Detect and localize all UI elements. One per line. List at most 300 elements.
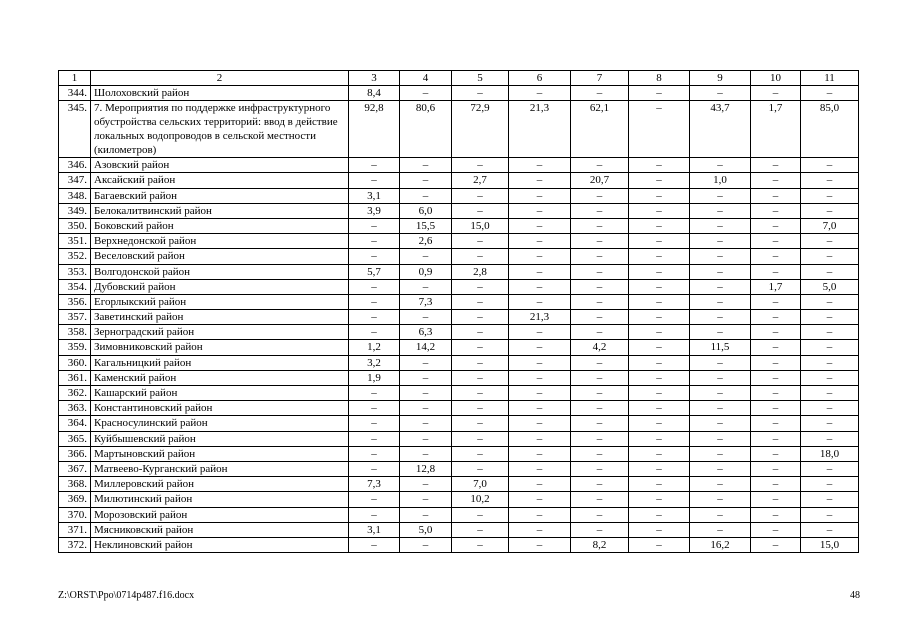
table-row xyxy=(59,522,859,537)
value-cell: 11,5 xyxy=(690,340,751,355)
value-cell: – xyxy=(571,86,629,101)
value-cell: – xyxy=(571,203,629,218)
value-cell: – xyxy=(400,370,452,385)
value-cell: – xyxy=(571,218,629,233)
row-number: 350. xyxy=(59,218,91,233)
value-cell: – xyxy=(349,416,400,431)
column-header: 1 xyxy=(59,71,91,86)
value-cell: – xyxy=(452,294,509,309)
row-number: 357. xyxy=(59,310,91,325)
value-cell: – xyxy=(629,537,690,552)
value-cell: – xyxy=(690,310,751,325)
value-cell: – xyxy=(400,416,452,431)
table-row xyxy=(59,264,859,279)
value-cell: – xyxy=(452,401,509,416)
value-cell: – xyxy=(509,234,571,249)
value-cell: – xyxy=(509,325,571,340)
value-cell: – xyxy=(801,325,859,340)
value-cell: – xyxy=(690,355,751,370)
value-cell: – xyxy=(690,203,751,218)
value-cell: – xyxy=(629,158,690,173)
value-cell: – xyxy=(400,507,452,522)
value-cell: – xyxy=(400,279,452,294)
value-cell: – xyxy=(801,370,859,385)
row-number: 369. xyxy=(59,492,91,507)
value-cell: – xyxy=(751,203,801,218)
value-cell: – xyxy=(690,264,751,279)
value-cell: 2,6 xyxy=(400,234,452,249)
value-cell: – xyxy=(349,310,400,325)
value-cell: – xyxy=(690,370,751,385)
value-cell: – xyxy=(400,401,452,416)
value-cell: – xyxy=(349,294,400,309)
value-cell: – xyxy=(571,279,629,294)
value-cell: – xyxy=(452,416,509,431)
value-cell: – xyxy=(571,294,629,309)
value-cell: 5,7 xyxy=(349,264,400,279)
value-cell: – xyxy=(690,461,751,476)
value-cell: – xyxy=(690,386,751,401)
value-cell: – xyxy=(400,86,452,101)
value-cell: – xyxy=(571,370,629,385)
district-name: Красносулинский район xyxy=(91,416,349,431)
column-header: 2 xyxy=(91,71,349,86)
value-cell: – xyxy=(509,522,571,537)
value-cell: – xyxy=(751,446,801,461)
value-cell: 21,3 xyxy=(509,101,571,158)
district-name: Зимовниковский район xyxy=(91,340,349,355)
value-cell: – xyxy=(571,401,629,416)
value-cell: – xyxy=(751,310,801,325)
row-number: 371. xyxy=(59,522,91,537)
value-cell: – xyxy=(629,461,690,476)
table-row xyxy=(59,386,859,401)
value-cell: – xyxy=(751,431,801,446)
value-cell: 8,2 xyxy=(571,537,629,552)
value-cell: – xyxy=(801,401,859,416)
value-cell: – xyxy=(751,386,801,401)
value-cell: – xyxy=(690,477,751,492)
district-name: Неклиновский район xyxy=(91,537,349,552)
value-cell: – xyxy=(629,446,690,461)
value-cell: – xyxy=(751,325,801,340)
value-cell: – xyxy=(509,294,571,309)
statistics-table xyxy=(58,70,859,553)
value-cell: – xyxy=(801,416,859,431)
table-header-row xyxy=(59,71,859,86)
value-cell: – xyxy=(349,249,400,264)
value-cell: 21,3 xyxy=(509,310,571,325)
row-number: 354. xyxy=(59,279,91,294)
value-cell: – xyxy=(400,310,452,325)
value-cell: – xyxy=(751,340,801,355)
value-cell: – xyxy=(509,477,571,492)
value-cell: 15,0 xyxy=(801,537,859,552)
table-row xyxy=(59,431,859,446)
value-cell: – xyxy=(690,401,751,416)
value-cell: – xyxy=(452,446,509,461)
value-cell: – xyxy=(509,218,571,233)
value-cell: – xyxy=(751,234,801,249)
district-name: Морозовский район xyxy=(91,507,349,522)
value-cell: – xyxy=(571,507,629,522)
value-cell: – xyxy=(690,522,751,537)
value-cell: 15,0 xyxy=(452,218,509,233)
row-number: 351. xyxy=(59,234,91,249)
value-cell: – xyxy=(751,522,801,537)
value-cell: – xyxy=(751,218,801,233)
value-cell: – xyxy=(751,249,801,264)
value-cell: – xyxy=(349,401,400,416)
value-cell: – xyxy=(629,173,690,188)
value-cell: – xyxy=(452,522,509,537)
value-cell: – xyxy=(400,355,452,370)
value-cell: – xyxy=(629,101,690,158)
row-number: 362. xyxy=(59,386,91,401)
district-name: Матвеево-Курганский район xyxy=(91,461,349,476)
row-number: 358. xyxy=(59,325,91,340)
table-row xyxy=(59,537,859,552)
value-cell: – xyxy=(571,158,629,173)
value-cell: – xyxy=(629,431,690,446)
value-cell: 2,7 xyxy=(452,173,509,188)
table-row xyxy=(59,416,859,431)
value-cell: – xyxy=(751,461,801,476)
table-row xyxy=(59,188,859,203)
row-number: 353. xyxy=(59,264,91,279)
district-name: Багаевский район xyxy=(91,188,349,203)
value-cell: 7,3 xyxy=(349,477,400,492)
value-cell: – xyxy=(801,355,859,370)
value-cell: – xyxy=(690,416,751,431)
value-cell: – xyxy=(400,158,452,173)
column-header: 11 xyxy=(801,71,859,86)
value-cell: – xyxy=(690,188,751,203)
value-cell: – xyxy=(690,431,751,446)
value-cell: – xyxy=(349,218,400,233)
value-cell: – xyxy=(629,264,690,279)
value-cell: – xyxy=(452,310,509,325)
value-cell: – xyxy=(400,431,452,446)
value-cell: – xyxy=(690,507,751,522)
value-cell: – xyxy=(452,386,509,401)
district-name: Веселовский район xyxy=(91,249,349,264)
value-cell: – xyxy=(571,249,629,264)
value-cell: – xyxy=(690,325,751,340)
value-cell: – xyxy=(452,370,509,385)
table-row xyxy=(59,492,859,507)
value-cell: – xyxy=(509,492,571,507)
value-cell: – xyxy=(571,310,629,325)
value-cell: – xyxy=(509,340,571,355)
value-cell: – xyxy=(571,234,629,249)
table-row xyxy=(59,86,859,101)
row-number: 345. xyxy=(59,101,91,158)
value-cell: – xyxy=(801,386,859,401)
value-cell: – xyxy=(751,477,801,492)
value-cell: 18,0 xyxy=(801,446,859,461)
value-cell: 1,9 xyxy=(349,370,400,385)
table-row xyxy=(59,249,859,264)
value-cell: – xyxy=(571,492,629,507)
district-name: Мартыновский район xyxy=(91,446,349,461)
value-cell: – xyxy=(400,188,452,203)
value-cell: – xyxy=(571,416,629,431)
value-cell: – xyxy=(690,234,751,249)
value-cell: – xyxy=(509,507,571,522)
value-cell: – xyxy=(400,249,452,264)
value-cell: 7,3 xyxy=(400,294,452,309)
table-row xyxy=(59,173,859,188)
value-cell: 5,0 xyxy=(400,522,452,537)
value-cell: – xyxy=(751,492,801,507)
row-number: 352. xyxy=(59,249,91,264)
column-header: 6 xyxy=(509,71,571,86)
value-cell: 0,9 xyxy=(400,264,452,279)
value-cell: – xyxy=(801,507,859,522)
district-name: 7. Мероприятия по поддержке инфраструктурного обустройства сельских территорий: ввод в действие локальных водопроводов в сельской местности (километров) xyxy=(91,101,349,158)
value-cell: – xyxy=(509,431,571,446)
value-cell: 10,2 xyxy=(452,492,509,507)
row-number: 370. xyxy=(59,507,91,522)
value-cell: – xyxy=(571,325,629,340)
row-number: 364. xyxy=(59,416,91,431)
value-cell: 6,3 xyxy=(400,325,452,340)
table-row xyxy=(59,279,859,294)
value-cell: – xyxy=(801,249,859,264)
value-cell: 72,9 xyxy=(452,101,509,158)
row-number: 368. xyxy=(59,477,91,492)
column-header: 8 xyxy=(629,71,690,86)
value-cell: – xyxy=(751,416,801,431)
column-header: 3 xyxy=(349,71,400,86)
value-cell: – xyxy=(629,234,690,249)
value-cell: 1,0 xyxy=(690,173,751,188)
value-cell: 80,6 xyxy=(400,101,452,158)
value-cell: – xyxy=(452,158,509,173)
value-cell: – xyxy=(801,203,859,218)
value-cell: – xyxy=(452,203,509,218)
value-cell: – xyxy=(509,401,571,416)
value-cell: – xyxy=(690,86,751,101)
value-cell: – xyxy=(801,234,859,249)
value-cell: – xyxy=(349,507,400,522)
value-cell: – xyxy=(751,537,801,552)
value-cell: – xyxy=(400,537,452,552)
value-cell: – xyxy=(629,203,690,218)
value-cell: – xyxy=(629,477,690,492)
column-header: 9 xyxy=(690,71,751,86)
district-name: Кашарский район xyxy=(91,386,349,401)
value-cell: – xyxy=(801,264,859,279)
district-name: Заветинский район xyxy=(91,310,349,325)
value-cell: – xyxy=(349,431,400,446)
district-name: Дубовский район xyxy=(91,279,349,294)
value-cell: – xyxy=(751,188,801,203)
value-cell: – xyxy=(629,188,690,203)
page-number: 48 xyxy=(850,590,860,601)
value-cell: – xyxy=(629,492,690,507)
value-cell: – xyxy=(751,355,801,370)
row-number: 349. xyxy=(59,203,91,218)
value-cell: – xyxy=(629,401,690,416)
district-name: Зерноградский район xyxy=(91,325,349,340)
table-row xyxy=(59,477,859,492)
value-cell: – xyxy=(801,294,859,309)
value-cell: 62,1 xyxy=(571,101,629,158)
value-cell: – xyxy=(452,355,509,370)
value-cell: – xyxy=(801,431,859,446)
value-cell: – xyxy=(509,86,571,101)
table-row xyxy=(59,340,859,355)
value-cell: – xyxy=(349,173,400,188)
value-cell: 7,0 xyxy=(801,218,859,233)
value-cell: – xyxy=(801,188,859,203)
district-name: Азовский район xyxy=(91,158,349,173)
table-row xyxy=(59,401,859,416)
value-cell: – xyxy=(509,370,571,385)
value-cell: – xyxy=(509,249,571,264)
district-name: Кагальницкий район xyxy=(91,355,349,370)
value-cell: 1,2 xyxy=(349,340,400,355)
value-cell: – xyxy=(801,158,859,173)
value-cell: – xyxy=(751,173,801,188)
value-cell: – xyxy=(690,218,751,233)
value-cell: – xyxy=(509,355,571,370)
value-cell: – xyxy=(751,507,801,522)
value-cell: – xyxy=(400,477,452,492)
value-cell: – xyxy=(629,507,690,522)
table-row xyxy=(59,461,859,476)
value-cell: – xyxy=(509,264,571,279)
value-cell: – xyxy=(571,188,629,203)
value-cell: – xyxy=(509,446,571,461)
value-cell: – xyxy=(801,340,859,355)
value-cell: 85,0 xyxy=(801,101,859,158)
table-row xyxy=(59,234,859,249)
district-name: Верхнедонской район xyxy=(91,234,349,249)
value-cell: – xyxy=(690,446,751,461)
district-name: Егорлыкский район xyxy=(91,294,349,309)
value-cell: – xyxy=(571,446,629,461)
table-row xyxy=(59,158,859,173)
value-cell: 2,8 xyxy=(452,264,509,279)
value-cell: – xyxy=(801,86,859,101)
value-cell: – xyxy=(400,173,452,188)
value-cell: – xyxy=(571,431,629,446)
row-number: 360. xyxy=(59,355,91,370)
value-cell: – xyxy=(801,477,859,492)
value-cell: – xyxy=(690,249,751,264)
row-number: 344. xyxy=(59,86,91,101)
value-cell: – xyxy=(801,310,859,325)
value-cell: – xyxy=(509,158,571,173)
value-cell: – xyxy=(629,294,690,309)
value-cell: 92,8 xyxy=(349,101,400,158)
value-cell: – xyxy=(751,401,801,416)
value-cell: – xyxy=(629,249,690,264)
table-row xyxy=(59,310,859,325)
table-row xyxy=(59,325,859,340)
value-cell: 3,1 xyxy=(349,188,400,203)
value-cell: – xyxy=(452,537,509,552)
row-number: 346. xyxy=(59,158,91,173)
column-header: 5 xyxy=(452,71,509,86)
column-header: 4 xyxy=(400,71,452,86)
value-cell: – xyxy=(400,386,452,401)
row-number: 359. xyxy=(59,340,91,355)
row-number: 367. xyxy=(59,461,91,476)
district-name: Константиновский район xyxy=(91,401,349,416)
value-cell: – xyxy=(509,203,571,218)
column-header: 7 xyxy=(571,71,629,86)
district-name: Куйбышевский район xyxy=(91,431,349,446)
row-number: 365. xyxy=(59,431,91,446)
table-row xyxy=(59,370,859,385)
value-cell: – xyxy=(571,386,629,401)
value-cell: – xyxy=(509,386,571,401)
value-cell: – xyxy=(452,234,509,249)
value-cell: – xyxy=(751,86,801,101)
value-cell: – xyxy=(349,325,400,340)
value-cell: – xyxy=(349,234,400,249)
value-cell: – xyxy=(349,386,400,401)
value-cell: 14,2 xyxy=(400,340,452,355)
value-cell: – xyxy=(509,188,571,203)
value-cell: – xyxy=(452,431,509,446)
value-cell: – xyxy=(801,173,859,188)
column-header: 10 xyxy=(751,71,801,86)
value-cell: – xyxy=(349,279,400,294)
value-cell: – xyxy=(571,461,629,476)
district-name: Мясниковский район xyxy=(91,522,349,537)
value-cell: – xyxy=(452,188,509,203)
row-number: 366. xyxy=(59,446,91,461)
value-cell: – xyxy=(629,218,690,233)
table-row xyxy=(59,101,859,158)
value-cell: 6,0 xyxy=(400,203,452,218)
district-name: Белокалитвинский район xyxy=(91,203,349,218)
value-cell: – xyxy=(801,461,859,476)
value-cell: – xyxy=(452,86,509,101)
value-cell: – xyxy=(751,370,801,385)
district-name: Миллеровский район xyxy=(91,477,349,492)
value-cell: – xyxy=(751,294,801,309)
value-cell: 3,2 xyxy=(349,355,400,370)
value-cell: – xyxy=(629,370,690,385)
value-cell: – xyxy=(629,386,690,401)
row-number: 348. xyxy=(59,188,91,203)
value-cell: – xyxy=(400,446,452,461)
value-cell: – xyxy=(349,461,400,476)
value-cell: – xyxy=(349,537,400,552)
value-cell: 3,9 xyxy=(349,203,400,218)
value-cell: – xyxy=(751,158,801,173)
value-cell: 16,2 xyxy=(690,537,751,552)
value-cell: – xyxy=(509,461,571,476)
value-cell: – xyxy=(690,158,751,173)
district-name: Аксайский район xyxy=(91,173,349,188)
value-cell: 4,2 xyxy=(571,340,629,355)
value-cell: 15,5 xyxy=(400,218,452,233)
value-cell: 7,0 xyxy=(452,477,509,492)
value-cell: – xyxy=(509,537,571,552)
district-name: Волгодонской район xyxy=(91,264,349,279)
value-cell: – xyxy=(452,461,509,476)
value-cell: 1,7 xyxy=(751,101,801,158)
district-name: Милютинский район xyxy=(91,492,349,507)
value-cell: – xyxy=(690,279,751,294)
